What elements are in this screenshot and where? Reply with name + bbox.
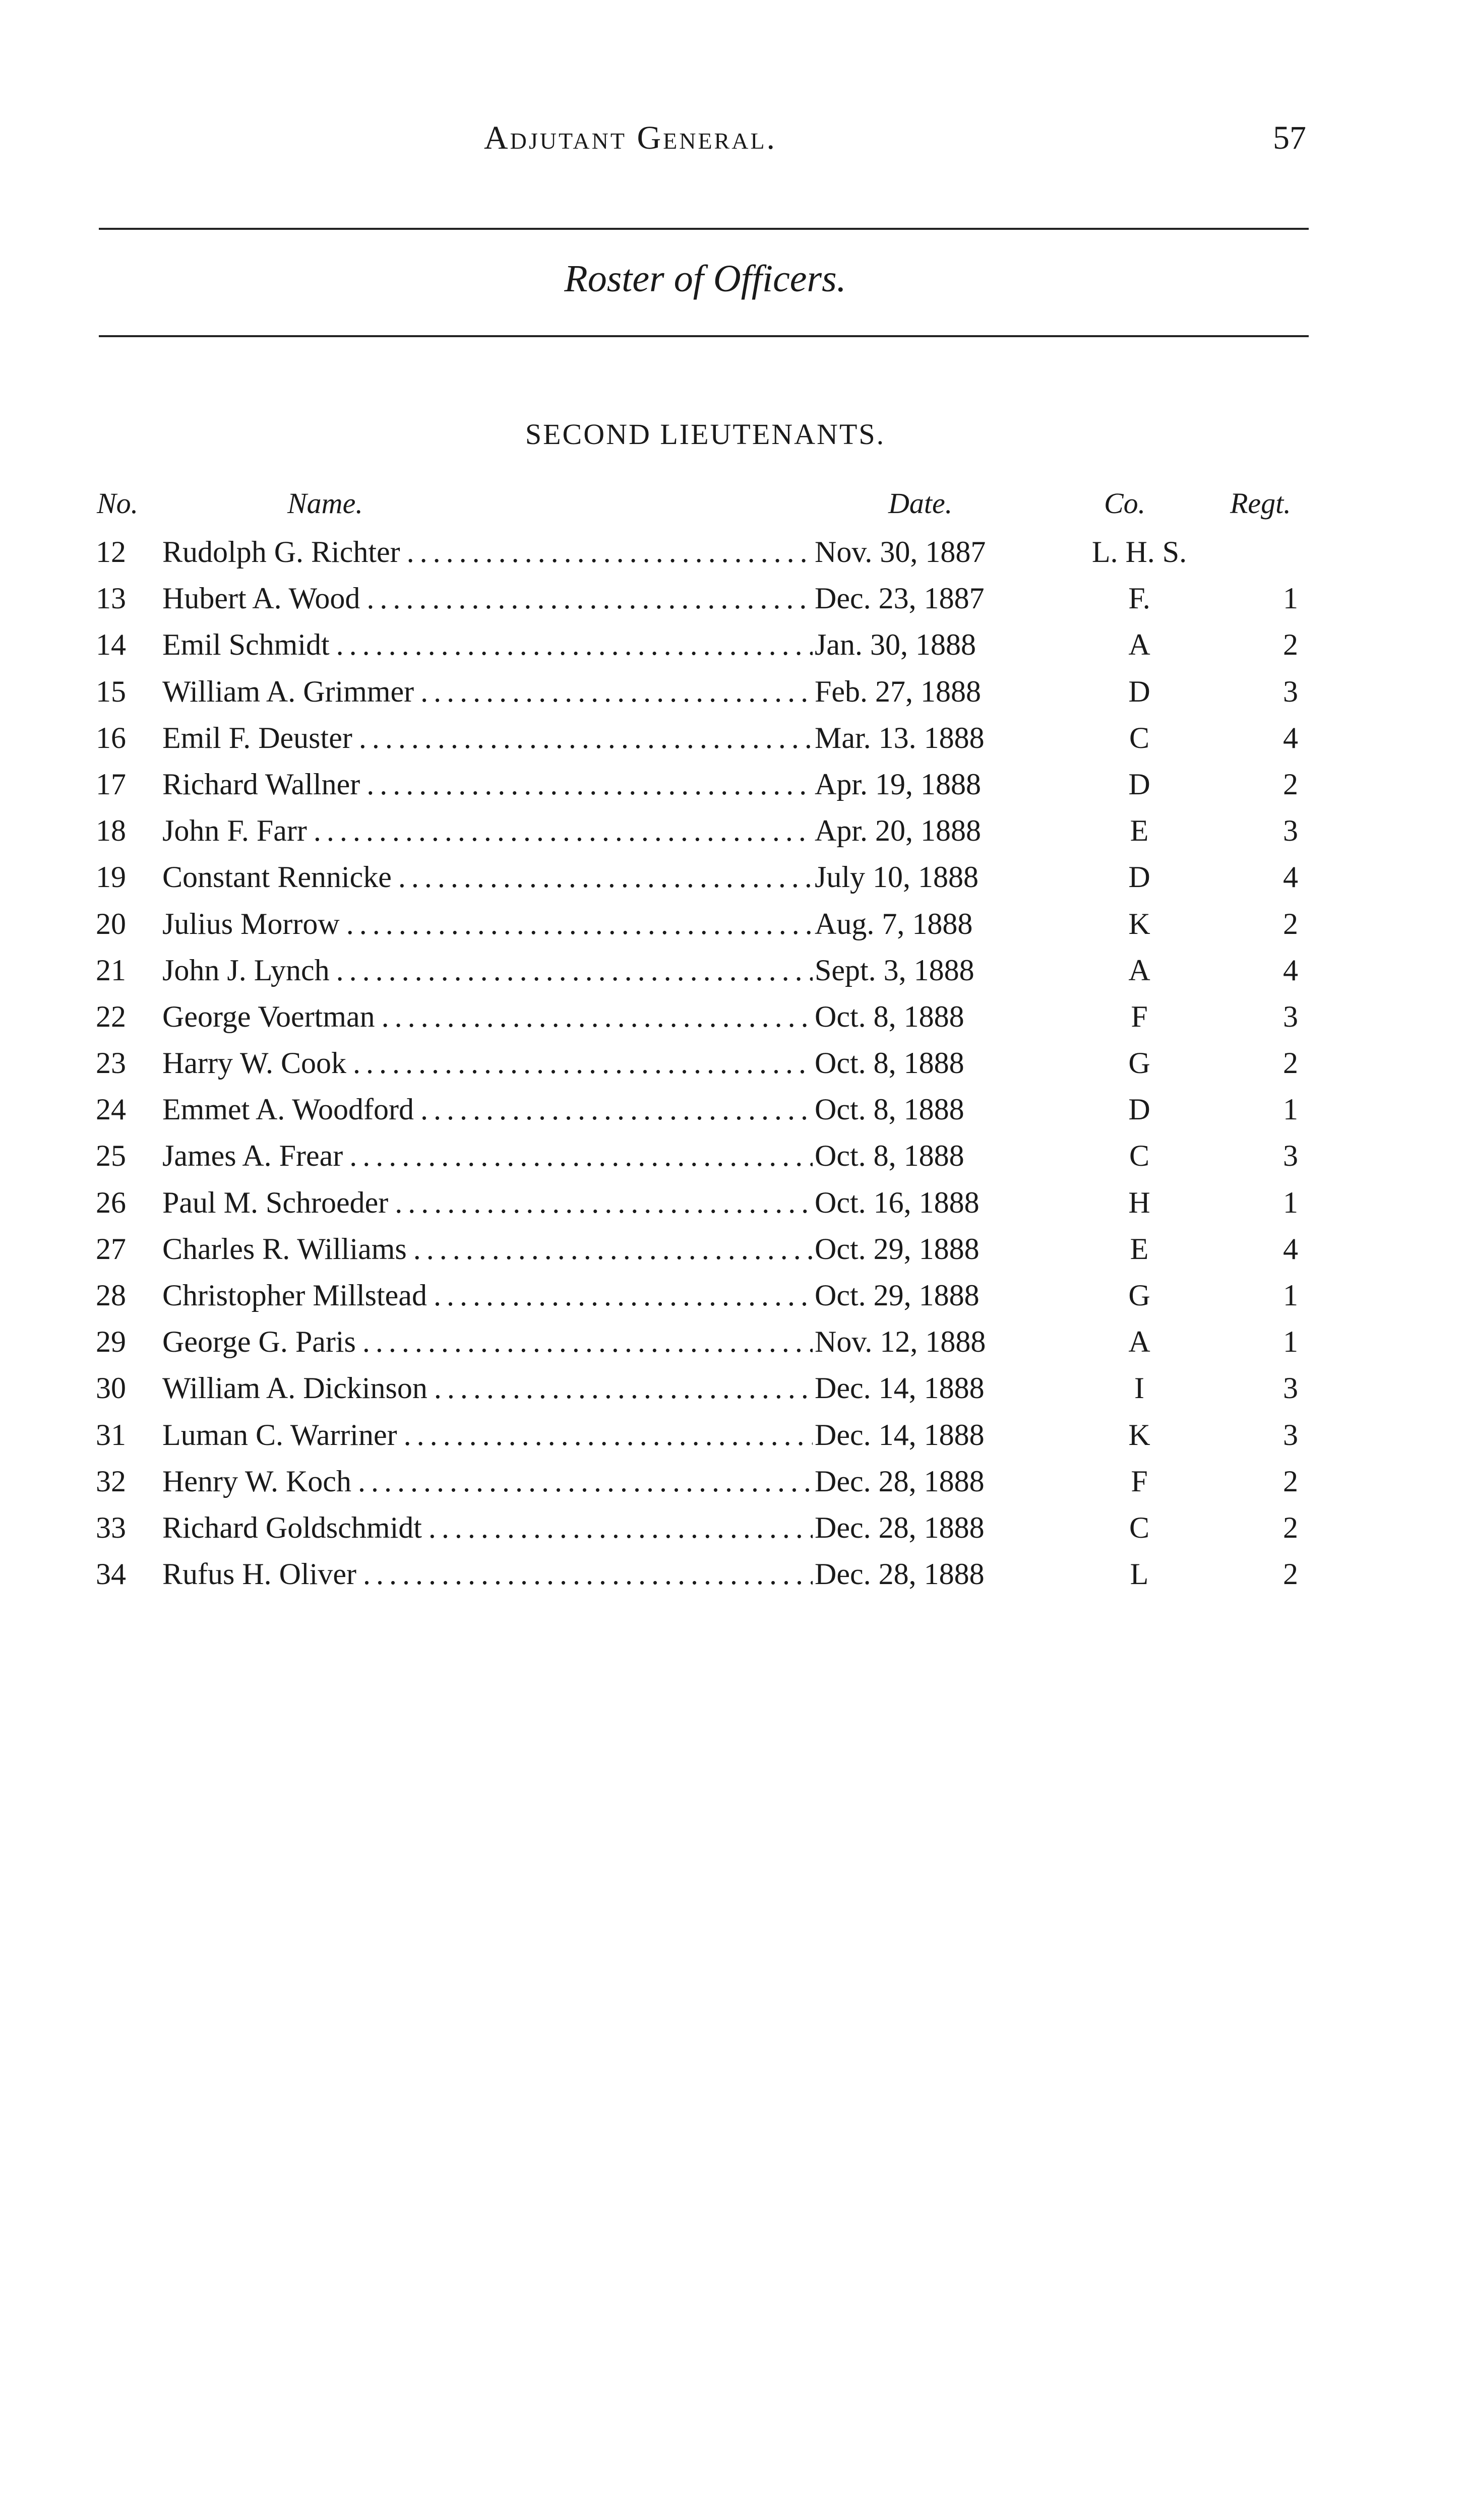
officer-name: Emil F. Deuster . . . bbox=[162, 720, 813, 755]
company: E bbox=[1130, 1232, 1149, 1266]
company: F. bbox=[1128, 582, 1150, 615]
bottom-rule bbox=[99, 335, 1309, 337]
company: C bbox=[1129, 1139, 1150, 1173]
officer-name: James A. Frear . . . bbox=[162, 1138, 813, 1173]
table-row bbox=[0, 1556, 1468, 1603]
table-row bbox=[0, 1231, 1468, 1278]
column-header-row bbox=[0, 486, 1468, 522]
regiment: 2 bbox=[1283, 1046, 1298, 1080]
commission-date: Oct. 8, 1888 bbox=[813, 1045, 1036, 1081]
roster-table bbox=[0, 534, 1468, 1603]
table-row bbox=[0, 1324, 1468, 1370]
regiment: 1 bbox=[1283, 1279, 1298, 1312]
commission-date: Sept. 3, 1888 bbox=[813, 953, 1036, 988]
regiment: 1 bbox=[1283, 1325, 1298, 1359]
company: G bbox=[1128, 1279, 1150, 1312]
officer-name: Emmet A. Woodford . . . bbox=[162, 1092, 813, 1127]
column-header-date: Date. bbox=[888, 487, 953, 520]
table-row bbox=[0, 999, 1468, 1045]
table-row bbox=[0, 813, 1468, 859]
table-row bbox=[0, 720, 1468, 767]
regiment: 2 bbox=[1283, 767, 1298, 801]
table-row bbox=[0, 674, 1468, 720]
table-row bbox=[0, 1278, 1468, 1324]
commission-date: Oct. 8, 1888 bbox=[813, 999, 1036, 1034]
officer-name: Constant Rennicke . . . bbox=[162, 859, 813, 895]
running-head-title: Adjutant General. bbox=[484, 119, 777, 156]
commission-date: Oct. 8, 1888 bbox=[813, 1092, 1036, 1127]
roster-number: 29 bbox=[96, 1325, 126, 1359]
column-header-no: No. bbox=[97, 487, 139, 520]
section-title: SECOND LIEUTENANTS. bbox=[525, 418, 886, 451]
roster-number: 31 bbox=[96, 1418, 126, 1452]
officer-name: Luman C. Warriner . . . bbox=[162, 1417, 813, 1453]
regiment: 4 bbox=[1283, 860, 1298, 894]
company: H bbox=[1128, 1185, 1150, 1219]
commission-date: July 10, 1888 bbox=[813, 859, 1036, 895]
commission-date: Aug. 7, 1888 bbox=[813, 906, 1036, 941]
regiment: 3 bbox=[1283, 814, 1298, 848]
roster-number: 14 bbox=[96, 628, 126, 662]
commission-date: Oct. 16, 1888 bbox=[813, 1185, 1036, 1220]
company: L bbox=[1130, 1557, 1149, 1591]
company: A bbox=[1128, 628, 1150, 662]
column-header-regt: Regt. bbox=[1230, 487, 1291, 520]
officer-name: Richard Goldschmidt . . . bbox=[162, 1510, 813, 1545]
commission-date: Apr. 19, 1888 bbox=[813, 767, 1036, 802]
regiment: 1 bbox=[1283, 1093, 1298, 1126]
roster-number: 20 bbox=[96, 907, 126, 940]
roster-number: 25 bbox=[96, 1139, 126, 1173]
regiment: 1 bbox=[1283, 1185, 1298, 1219]
commission-date: Dec. 28, 1888 bbox=[813, 1510, 1036, 1545]
roster-number: 32 bbox=[96, 1464, 126, 1498]
regiment: 2 bbox=[1283, 1557, 1298, 1591]
commission-date: Apr. 20, 1888 bbox=[813, 813, 1036, 848]
roster-number: 12 bbox=[96, 535, 126, 569]
roster-number: 28 bbox=[96, 1279, 126, 1312]
page-number: 57 bbox=[1273, 119, 1306, 156]
regiment: 3 bbox=[1283, 674, 1298, 708]
officer-name: John J. Lynch . . . bbox=[162, 953, 813, 988]
table-row bbox=[0, 1464, 1468, 1510]
table-row bbox=[0, 1138, 1468, 1184]
roster-number: 24 bbox=[96, 1093, 126, 1126]
table-row bbox=[0, 581, 1468, 627]
commission-date: Dec. 14, 1888 bbox=[813, 1417, 1036, 1453]
officer-name: George G. Paris . . . bbox=[162, 1324, 813, 1359]
running-head bbox=[0, 119, 1468, 164]
company: D bbox=[1128, 767, 1150, 801]
table-row bbox=[0, 1510, 1468, 1556]
roster-number: 16 bbox=[96, 721, 126, 754]
table-row bbox=[0, 534, 1468, 581]
company: K bbox=[1128, 1418, 1150, 1452]
company: A bbox=[1128, 1325, 1150, 1359]
commission-date: Oct. 29, 1888 bbox=[813, 1278, 1036, 1313]
officer-name: Henry W. Koch . . . bbox=[162, 1464, 813, 1499]
regiment: 4 bbox=[1283, 953, 1298, 987]
officer-name: Charles R. Williams . . . bbox=[162, 1231, 813, 1267]
roster-number: 13 bbox=[96, 582, 126, 615]
company: K bbox=[1128, 907, 1150, 940]
company: F bbox=[1131, 999, 1148, 1033]
officer-name: Julius Morrow . . . bbox=[162, 906, 813, 941]
officer-name: William A. Dickinson . . . bbox=[162, 1370, 813, 1406]
roster-number: 19 bbox=[96, 860, 126, 894]
commission-date: Nov. 30, 1887 bbox=[813, 534, 1036, 570]
commission-date: Oct. 29, 1888 bbox=[813, 1231, 1036, 1267]
company: L. H. S. bbox=[1091, 535, 1187, 569]
roster-number: 18 bbox=[96, 814, 126, 848]
regiment: 4 bbox=[1283, 721, 1298, 754]
column-header-name: Name. bbox=[287, 487, 363, 520]
roster-number: 33 bbox=[96, 1510, 126, 1544]
officer-name: John F. Farr . . . bbox=[162, 813, 813, 848]
company: C bbox=[1129, 721, 1150, 754]
roster-number: 21 bbox=[96, 953, 126, 987]
officer-name: William A. Grimmer . . . bbox=[162, 674, 813, 709]
roster-number: 15 bbox=[96, 674, 126, 708]
regiment: 3 bbox=[1283, 999, 1298, 1033]
table-row bbox=[0, 1370, 1468, 1417]
roster-number: 30 bbox=[96, 1371, 126, 1405]
regiment: 2 bbox=[1283, 907, 1298, 940]
company: D bbox=[1128, 1093, 1150, 1126]
table-row bbox=[0, 1045, 1468, 1092]
regiment: 3 bbox=[1283, 1139, 1298, 1173]
commission-date: Dec. 14, 1888 bbox=[813, 1370, 1036, 1406]
regiment: 4 bbox=[1283, 1232, 1298, 1266]
officer-name: Rudolph G. Richter . . . bbox=[162, 534, 813, 570]
commission-date: Dec. 28, 1888 bbox=[813, 1556, 1036, 1592]
column-header-co: Co. bbox=[1104, 487, 1146, 520]
officer-name: Richard Wallner . . . bbox=[162, 767, 813, 802]
commission-date: Nov. 12, 1888 bbox=[813, 1324, 1036, 1359]
table-row bbox=[0, 906, 1468, 953]
regiment: 3 bbox=[1283, 1418, 1298, 1452]
commission-date: Jan. 30, 1888 bbox=[813, 627, 1036, 662]
table-row bbox=[0, 627, 1468, 673]
officer-name: Hubert A. Wood . . . bbox=[162, 581, 813, 616]
company: D bbox=[1128, 860, 1150, 894]
officer-name: Christopher Millstead . . . bbox=[162, 1278, 813, 1313]
roster-number: 26 bbox=[96, 1185, 126, 1219]
officer-name: Rufus H. Oliver . . . bbox=[162, 1556, 813, 1592]
regiment: 2 bbox=[1283, 628, 1298, 662]
roster-number: 17 bbox=[96, 767, 126, 801]
officer-name: George Voertman . . . bbox=[162, 999, 813, 1034]
roster-number: 22 bbox=[96, 999, 126, 1033]
regiment: 1 bbox=[1283, 582, 1298, 615]
roster-number: 34 bbox=[96, 1557, 126, 1591]
officer-name: Emil Schmidt . . . bbox=[162, 627, 813, 662]
table-row bbox=[0, 767, 1468, 813]
company: I bbox=[1134, 1371, 1144, 1405]
company: D bbox=[1128, 674, 1150, 708]
table-row bbox=[0, 1185, 1468, 1231]
page-subtitle: Roster of Officers. bbox=[564, 258, 846, 300]
company: C bbox=[1129, 1510, 1150, 1544]
commission-date: Mar. 13. 1888 bbox=[813, 720, 1036, 755]
company: E bbox=[1130, 814, 1149, 848]
table-row bbox=[0, 1092, 1468, 1138]
commission-date: Dec. 23, 1887 bbox=[813, 581, 1036, 616]
company: G bbox=[1128, 1046, 1150, 1080]
officer-name: Harry W. Cook . . . bbox=[162, 1045, 813, 1081]
table-row bbox=[0, 859, 1468, 906]
regiment: 2 bbox=[1283, 1464, 1298, 1498]
roster-number: 27 bbox=[96, 1232, 126, 1266]
top-rule bbox=[99, 228, 1309, 230]
officer-name: Paul M. Schroeder . . . bbox=[162, 1185, 813, 1220]
company: F bbox=[1131, 1464, 1148, 1498]
commission-date: Oct. 8, 1888 bbox=[813, 1138, 1036, 1173]
regiment: 2 bbox=[1283, 1510, 1298, 1544]
commission-date: Feb. 27, 1888 bbox=[813, 674, 1036, 709]
roster-number: 23 bbox=[96, 1046, 126, 1080]
regiment: 3 bbox=[1283, 1371, 1298, 1405]
commission-date: Dec. 28, 1888 bbox=[813, 1464, 1036, 1499]
table-row bbox=[0, 1417, 1468, 1464]
table-row bbox=[0, 953, 1468, 999]
company: A bbox=[1128, 953, 1150, 987]
